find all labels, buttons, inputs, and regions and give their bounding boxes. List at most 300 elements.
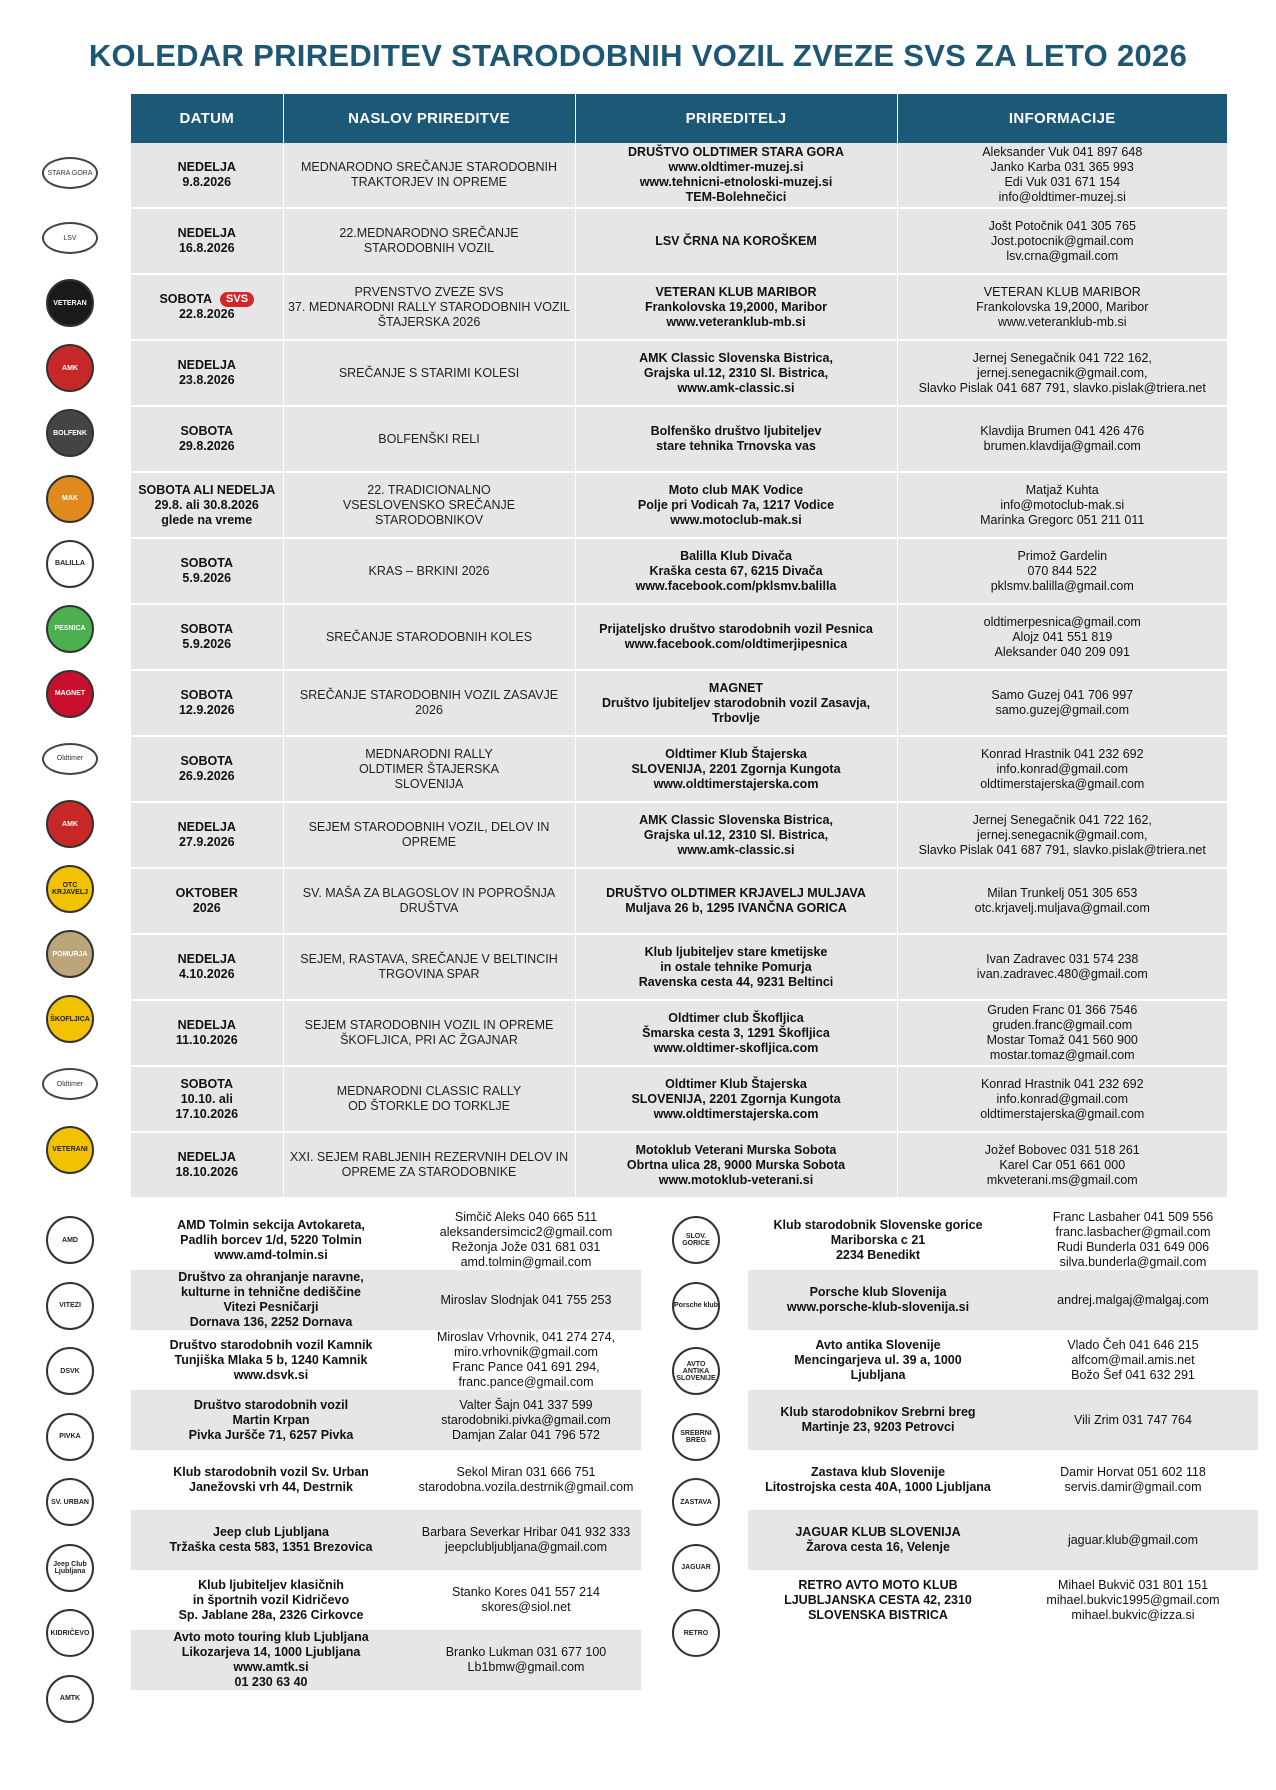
text-line: Polje pri Vodicah 7a, 1217 Vodice: [637, 497, 835, 512]
event-organizer: [575, 1000, 897, 1066]
date-line: NEDELJA: [177, 1150, 236, 1164]
table-row: [131, 143, 1227, 208]
text-line: alfcom@mail.amis.net: [1071, 1352, 1195, 1367]
date-line: 5.9.2026: [182, 637, 232, 651]
text-line: 070 844 522: [1027, 563, 1097, 578]
event-organizer: [575, 670, 897, 736]
event-date: [131, 1066, 283, 1132]
text-line: Grajska ul.12, 2310 Sl. Bistrica,: [643, 827, 829, 842]
event-name: [283, 1000, 575, 1066]
text-line: franc.pance@gmail.com: [458, 1375, 594, 1389]
club-contact: [411, 1570, 641, 1630]
club-logo: [42, 407, 98, 459]
logo-text: MAGNET: [46, 670, 94, 718]
text-line: Društvo starodobnih vozil: [193, 1397, 349, 1412]
text-line: Aleksander Vuk 041 897 648: [982, 145, 1143, 159]
event-name: [283, 406, 575, 472]
text-line: SLOVENIJA, 2201 Zgornja Kungota: [631, 1091, 841, 1106]
date-line: SOBOTA ALI NEDELJA: [138, 482, 276, 497]
text-line: franc.lasbacher@gmail.com: [1055, 1225, 1211, 1239]
table-row: [131, 340, 1227, 406]
text-line: pklsmv.balilla@gmail.com: [990, 578, 1134, 593]
text-line: Miroslav Slodnjak 041 755 253: [440, 1292, 612, 1307]
text-line: Klub starodobnih vozil Sv. Urban: [173, 1465, 369, 1479]
text-line: www.tehnicni-etnoloski-muzej.si: [639, 175, 833, 189]
club-contact: [411, 1330, 641, 1390]
club-contact: [411, 1390, 641, 1450]
event-organizer: [575, 736, 897, 802]
club-name: [131, 1390, 411, 1450]
text-line: info@oldtimer-muzej.si: [998, 190, 1126, 204]
table-row: [131, 1066, 1227, 1132]
table-row: [131, 736, 1227, 802]
text-line: Mencingarjeva ul. 39 a, 1000: [794, 1352, 962, 1367]
text-line: Društvo za ohranjanje naravne,: [178, 1270, 364, 1284]
event-date: [131, 736, 283, 802]
event-organizer: [575, 934, 897, 1000]
club-logo: [668, 1542, 724, 1594]
table-row: [131, 1270, 641, 1330]
event-info: [897, 1066, 1227, 1132]
table-row: [131, 1330, 641, 1390]
table-row: [131, 1210, 641, 1270]
event-date: [131, 340, 283, 406]
club-name: [131, 1570, 411, 1630]
text-line: Barbara Severkar Hribar 041 932 333: [421, 1525, 631, 1539]
text-line: Vitezi Pesničarji: [223, 1300, 319, 1314]
text-line: Frankolovska 19,2000, Maribor: [644, 299, 828, 314]
logo-text: LSV: [42, 222, 98, 254]
date-line: 5.9.2026: [182, 571, 232, 585]
text-line: 22. TRADICIONALNO: [367, 482, 491, 497]
text-line: Obrtna ulica 28, 9000 Murska Sobota: [626, 1157, 846, 1172]
date-line: NEDELJA: [177, 358, 236, 372]
table-row: [131, 1132, 1227, 1197]
text-line: Frankolovska 19,2000, Maribor: [976, 299, 1149, 314]
text-line: Martinje 23, 9203 Petrovci: [801, 1420, 955, 1434]
text-line: Matjaž Kuhta: [1025, 482, 1099, 497]
text-line: stare tehnika Trnovska vas: [656, 439, 816, 453]
event-info: [897, 274, 1227, 340]
club-logo: [42, 993, 98, 1045]
text-line: jeepclubljubljana@gmail.com: [444, 1540, 608, 1554]
text-line: AMK Classic Slovenska Bistrica,: [639, 812, 833, 827]
event-organizer: [575, 143, 897, 208]
text-line: PRVENSTVO ZVEZE SVS: [354, 284, 504, 299]
text-line: info@motoclub-mak.si: [1000, 497, 1125, 512]
event-date: [131, 406, 283, 472]
club-logo: [42, 1280, 98, 1332]
text-line: brumen.klavdija@gmail.com: [983, 439, 1141, 453]
text-line: Sekol Miran 031 666 751: [456, 1465, 596, 1479]
table-row: [131, 208, 1227, 274]
club-contact: [1008, 1210, 1258, 1270]
club-contact: [411, 1450, 641, 1510]
club-logo: [42, 212, 98, 264]
text-line: VSESLOVENSKO SREČANJE STARODOBNIKOV: [342, 497, 516, 527]
text-line: info.konrad@gmail.com: [996, 761, 1128, 776]
event-name: [283, 340, 575, 406]
date-line: NEDELJA: [177, 820, 236, 834]
page-title: KOLEDAR PRIREDITEV STARODOBNIH VOZIL ZVEZE SVS ZA LETO 2026: [88, 38, 1188, 73]
text-line: SEJEM, RASTAVA, SREČANJE V BELTINCIH: [300, 952, 558, 966]
text-line: oldtimerpesnica@gmail.com: [983, 614, 1141, 629]
text-line: Jožef Bobovec 031 518 261: [984, 1142, 1140, 1157]
club-logo: [42, 668, 98, 720]
logo-text: DSVK: [46, 1347, 94, 1395]
club-contact: [411, 1630, 641, 1690]
event-name: [283, 274, 575, 340]
text-line: BOLFENŠKI RELI: [378, 431, 480, 446]
logo-text: ŠKOFLJICA: [46, 995, 94, 1043]
table-row: [131, 406, 1227, 472]
text-line: TEM-Bolehnečici: [685, 190, 787, 204]
text-line: Aleksander 040 209 091: [994, 644, 1131, 659]
text-line: Alojz 041 551 819: [1012, 629, 1113, 644]
table-row: [131, 802, 1227, 868]
text-line: www.veteranklub-mb.si: [997, 314, 1127, 329]
logo-text: VITEZI: [46, 1282, 94, 1330]
table-row: [748, 1270, 1258, 1330]
event-info: [897, 406, 1227, 472]
club-name: [131, 1630, 411, 1690]
text-line: Zastava klub Slovenije: [810, 1465, 946, 1479]
text-line: oldtimerstajerska@gmail.com: [980, 776, 1145, 791]
event-organizer: [575, 868, 897, 934]
club-name: [131, 1510, 411, 1570]
text-line: ivan.zadravec.480@gmail.com: [976, 967, 1148, 981]
logo-text: AMTK: [46, 1675, 94, 1723]
text-line: Konrad Hrastnik 041 232 692: [980, 746, 1144, 761]
logo-text: Oldtimer: [42, 1068, 98, 1100]
event-name: [283, 868, 575, 934]
text-line: www.amtk.si: [233, 1660, 309, 1674]
event-info: [897, 736, 1227, 802]
text-line: www.motoclub-mak.si: [670, 512, 802, 527]
text-line: DRUŠTVA: [399, 901, 459, 915]
text-line: Motoklub Veterani Murska Sobota: [635, 1142, 837, 1157]
event-organizer: [575, 274, 897, 340]
text-line: www.amk-classic.si: [677, 842, 795, 857]
table-row: [131, 1570, 641, 1630]
text-line: jernej.senegacnik@gmail.com,: [977, 827, 1148, 842]
text-line: Valter Šajn 041 337 599: [459, 1397, 593, 1412]
text-line: Padlih borcev 1/d, 5220 Tolmin: [180, 1232, 362, 1247]
text-line: SEJEM STARODOBNIH VOZIL IN OPREME: [304, 1018, 554, 1032]
date-line: SOBOTA: [180, 424, 234, 438]
text-line: OPREME ZA STARODOBNIKE: [341, 1165, 517, 1179]
text-line: 22.MEDNARODNO SREČANJE: [339, 226, 519, 240]
table-row: [131, 604, 1227, 670]
logo-text: Oldtimer: [42, 743, 98, 775]
text-line: Oldtimer club Škofljica: [668, 1010, 804, 1025]
date-line: NEDELJA: [177, 952, 236, 966]
event-name: [283, 538, 575, 604]
event-info: [897, 802, 1227, 868]
text-line: mkveterani.ms@gmail.com: [986, 1172, 1138, 1187]
logo-text: MAK: [46, 475, 94, 523]
text-line: Slavko Pislak 041 687 791, slavko.pislak@triera.net: [918, 842, 1206, 857]
text-line: kulturne in tehnične dediščine: [181, 1285, 361, 1299]
club-logo: [42, 1214, 98, 1266]
date-line: 18.10.2026: [175, 1165, 239, 1179]
text-line: KRAS – BRKINI 2026: [368, 563, 490, 578]
club-logo: [42, 1607, 98, 1659]
text-line: Ljubljana: [850, 1367, 906, 1382]
text-line: Trbovlje: [712, 710, 760, 725]
text-line: in športnih vozil Kidričevo: [192, 1592, 350, 1607]
event-date: [131, 472, 283, 538]
event-date: [131, 1000, 283, 1066]
event-name: [283, 670, 575, 736]
table-row: [131, 1630, 641, 1690]
club-contact: [1008, 1330, 1258, 1390]
club-contact: [411, 1270, 641, 1330]
event-info: [897, 472, 1227, 538]
event-date: [131, 1132, 283, 1197]
event-date: [131, 802, 283, 868]
table-row: [131, 868, 1227, 934]
event-date: [131, 604, 283, 670]
text-line: SREČANJE STARODOBNIH KOLES: [325, 629, 533, 644]
date-line: 2026: [192, 901, 221, 915]
text-line: Klub starodobnik Slovenske gorice: [773, 1217, 983, 1232]
text-line: TRAKTORJEV IN OPREME: [350, 175, 508, 189]
date-line: NEDELJA: [177, 1018, 236, 1032]
date-line-wrap: [135, 292, 279, 307]
logo-text: VETERANI: [46, 1126, 94, 1174]
text-line: AMK Classic Slovenska Bistrica,: [639, 350, 833, 365]
club-contact: [1008, 1450, 1258, 1510]
club-name: [748, 1210, 1008, 1270]
text-line: Pivka Juršče 71, 6257 Pivka: [188, 1427, 354, 1442]
text-line: VETERAN KLUB MARIBOR: [983, 284, 1141, 299]
event-name: [283, 208, 575, 274]
table-row: [748, 1330, 1258, 1390]
club-logo: [42, 538, 98, 590]
text-line: Mostar Tomaž 041 560 900: [986, 1033, 1138, 1047]
table-row: [131, 274, 1227, 340]
club-logo: [42, 1411, 98, 1463]
text-line: www.amd-tolmin.si: [214, 1247, 328, 1262]
text-line: lsv.crna@gmail.com: [1006, 248, 1119, 263]
events-body: [131, 143, 1227, 1197]
date-line: 16.8.2026: [178, 241, 235, 255]
text-line: Šmarska cesta 3, 1291 Škofljica: [642, 1025, 830, 1040]
event-name: [283, 1066, 575, 1132]
club-contact: [411, 1510, 641, 1570]
table-header: [131, 94, 1227, 143]
logo-text: STARA GORA: [42, 157, 98, 189]
text-line: www.dsvk.si: [233, 1367, 309, 1382]
date-line: SOBOTA: [180, 622, 234, 636]
club-name: [748, 1570, 1008, 1630]
club-logo: [42, 798, 98, 850]
text-line: Balilla Klub Divača: [680, 548, 792, 563]
date-line: 22.8.2026: [178, 307, 235, 322]
table-row: [131, 1450, 641, 1510]
text-line: SV. MAŠA ZA BLAGOSLOV IN POPROŠNJA: [302, 886, 556, 900]
text-line: ŠTAJERSKA 2026: [377, 314, 481, 329]
text-line: Martin Krpan: [232, 1412, 310, 1427]
text-line: Jernej Senegačnik 041 722 162,: [972, 350, 1152, 365]
club-logo: [668, 1411, 724, 1463]
club-name: [748, 1450, 1008, 1510]
event-organizer: [575, 208, 897, 274]
club-contact: [1008, 1270, 1258, 1330]
text-line: OD ŠTORKLE DO TORKLJE: [348, 1099, 510, 1113]
text-line: MEDNARODNO SREČANJE STARODOBNIH: [300, 160, 558, 174]
club-logo: [668, 1280, 724, 1332]
svs-badge: SVS: [220, 292, 254, 307]
text-line: Simčič Aleks 040 665 511: [454, 1210, 598, 1224]
club-logo: [42, 277, 98, 329]
date-line: glede na vreme: [161, 512, 253, 527]
text-line: www.amk-classic.si: [677, 380, 795, 395]
text-line: AMD Tolmin sekcija Avtokareta,: [177, 1217, 365, 1232]
text-line: Klub starodobnikov Srebrni breg: [780, 1405, 976, 1419]
date-line: 26.9.2026: [178, 769, 235, 783]
logo-text: PIVKA: [46, 1413, 94, 1461]
event-info: [897, 868, 1227, 934]
table-row: [748, 1390, 1258, 1450]
club-logo: [668, 1345, 724, 1397]
text-line: Ivan Zadravec 031 574 238: [986, 952, 1139, 966]
date-line: SOBOTA: [180, 688, 234, 702]
club-logo: [42, 147, 98, 199]
club-logo: [668, 1607, 724, 1659]
text-line: mihael.bukvic1995@gmail.com: [1046, 1592, 1220, 1607]
text-line: otc.krjavelj.muljava@gmail.com: [974, 901, 1150, 915]
club-name: [748, 1330, 1008, 1390]
table-row: [748, 1450, 1258, 1510]
text-line: oldtimerstajerska@gmail.com: [980, 1106, 1145, 1121]
text-line: Primož Gardelin: [1017, 548, 1108, 563]
event-organizer: [575, 340, 897, 406]
text-line: STARODOBNIH VOZIL: [363, 241, 495, 255]
text-line: Litostrojska cesta 40A, 1000 Ljubljana: [765, 1480, 991, 1494]
logo-text: OTC KRJAVELJ: [46, 865, 94, 913]
club-logo: [42, 1542, 98, 1594]
text-line: Moto club MAK Vodice: [668, 482, 804, 497]
text-line: Franc Pance 041 691 294,: [452, 1360, 600, 1374]
text-line: SLOVENSKA BISTRICA: [808, 1607, 948, 1622]
event-info: [897, 208, 1227, 274]
event-info: [897, 340, 1227, 406]
event-info: [897, 1000, 1227, 1066]
event-info: [897, 934, 1227, 1000]
text-line: Gruden Franc 01 366 7546: [987, 1003, 1138, 1017]
text-line: JAGUAR KLUB SLOVENIJA: [795, 1525, 961, 1539]
text-line: Damir Horvat 051 602 118: [1060, 1465, 1206, 1479]
text-line: Lb1bmw@gmail.com: [467, 1660, 585, 1674]
text-line: DRUŠTVO OLDTIMER STARA GORA: [628, 145, 844, 159]
event-info: [897, 670, 1227, 736]
text-line: Ravenska cesta 44, 9231 Beltinci: [638, 974, 834, 989]
text-line: amd.tolmin@gmail.com: [460, 1255, 592, 1269]
logo-text: SV. URBAN: [46, 1478, 94, 1526]
table-row: [748, 1210, 1258, 1270]
text-line: MEDNARODNI CLASSIC RALLY: [336, 1084, 522, 1098]
logo-text: Porsche klub: [672, 1282, 720, 1330]
text-line: LJUBLJANSKA CESTA 42, 2310: [784, 1592, 972, 1607]
text-line: XXI. SEJEM RABLJENIH REZERVNIH DELOV IN: [289, 1150, 569, 1164]
event-name: [283, 604, 575, 670]
date-line: 23.8.2026: [178, 373, 235, 387]
text-line: Jernej Senegačnik 041 722 162,: [972, 812, 1152, 827]
text-line: Društvo starodobnih vozil Kamnik: [169, 1337, 373, 1352]
text-line: Rudi Bunderla 031 649 006: [1056, 1240, 1210, 1254]
text-line: Branko Lukman 031 677 100: [445, 1645, 607, 1659]
text-line: Konrad Hrastnik 041 232 692: [980, 1076, 1144, 1091]
club-logo: [668, 1476, 724, 1528]
table-row: [748, 1570, 1258, 1630]
text-line: Karel Car 051 661 000: [999, 1157, 1126, 1172]
event-name: [283, 143, 575, 208]
text-line: Marinka Gregorc 051 211 011: [980, 512, 1145, 527]
club-logo: [42, 1124, 98, 1176]
date-line: 12.9.2026: [178, 703, 235, 717]
text-line: Bolfenško društvo ljubiteljev: [650, 424, 822, 438]
text-line: Kraška cesta 67, 6215 Divača: [649, 563, 823, 578]
date-line: SOBOTA: [180, 1076, 234, 1091]
event-date: [131, 670, 283, 736]
date-line: SOBOTA: [180, 754, 234, 768]
logo-text: AMD: [46, 1216, 94, 1264]
text-line: SLOVENIJA, 2201 Zgornja Kungota: [631, 761, 841, 776]
text-line: Mihael Bukvič 031 801 151: [1057, 1577, 1209, 1592]
text-line: VETERAN KLUB MARIBOR: [655, 284, 817, 299]
event-date: [131, 143, 283, 208]
club-logo: [42, 1345, 98, 1397]
event-organizer: [575, 472, 897, 538]
club-logo: [42, 928, 98, 980]
text-line: jernej.senegacnik@gmail.com,: [977, 365, 1148, 380]
text-line: www.oldtimer-muzej.si: [668, 160, 804, 174]
text-line: Sp. Jablane 28a, 2326 Cirkovce: [178, 1607, 364, 1622]
event-info: [897, 604, 1227, 670]
text-line: Muljava 26 b, 1295 IVANČNA GORICA: [625, 901, 847, 915]
event-date: [131, 274, 283, 340]
text-line: www.veteranklub-mb.si: [666, 314, 806, 329]
logo-text: SREBRNI BREG: [672, 1413, 720, 1461]
text-line: SLOVENIJA: [394, 776, 464, 791]
logo-text: KIDRIČEVO: [46, 1609, 94, 1657]
text-line: mostar.tomaz@gmail.com: [989, 1048, 1135, 1062]
text-line: Damjan Zalar 041 796 572: [451, 1427, 600, 1442]
text-line: Dornava 136, 2252 Dornava: [189, 1315, 353, 1329]
event-info: [897, 143, 1227, 208]
club-logo: [42, 863, 98, 915]
table-row: [131, 934, 1227, 1000]
club-logo: [42, 603, 98, 655]
club-name: [131, 1270, 411, 1330]
text-line: Porsche klub Slovenija: [809, 1285, 947, 1299]
text-line: DRUŠTVO OLDTIMER KRJAVELJ MULJAVA: [606, 886, 866, 900]
text-line: ŠKOFLJICA, PRI AC ŽGAJNAR: [340, 1033, 518, 1047]
club-logo: [42, 342, 98, 394]
text-line: aleksandersimcic2@gmail.com: [439, 1225, 613, 1239]
event-organizer: [575, 538, 897, 604]
club-logo: [42, 733, 98, 785]
date-line: 27.9.2026: [178, 835, 235, 849]
event-organizer: [575, 406, 897, 472]
text-line: Klub ljubiteljev stare kmetijske: [644, 944, 828, 959]
text-line: Jost.potocnik@gmail.com: [990, 233, 1134, 248]
text-line: in ostale tehnike Pomurja: [660, 959, 812, 974]
text-line: Edi Vuk 031 671 154: [1004, 175, 1121, 189]
text-line: silva.bunderla@gmail.com: [1059, 1255, 1207, 1269]
